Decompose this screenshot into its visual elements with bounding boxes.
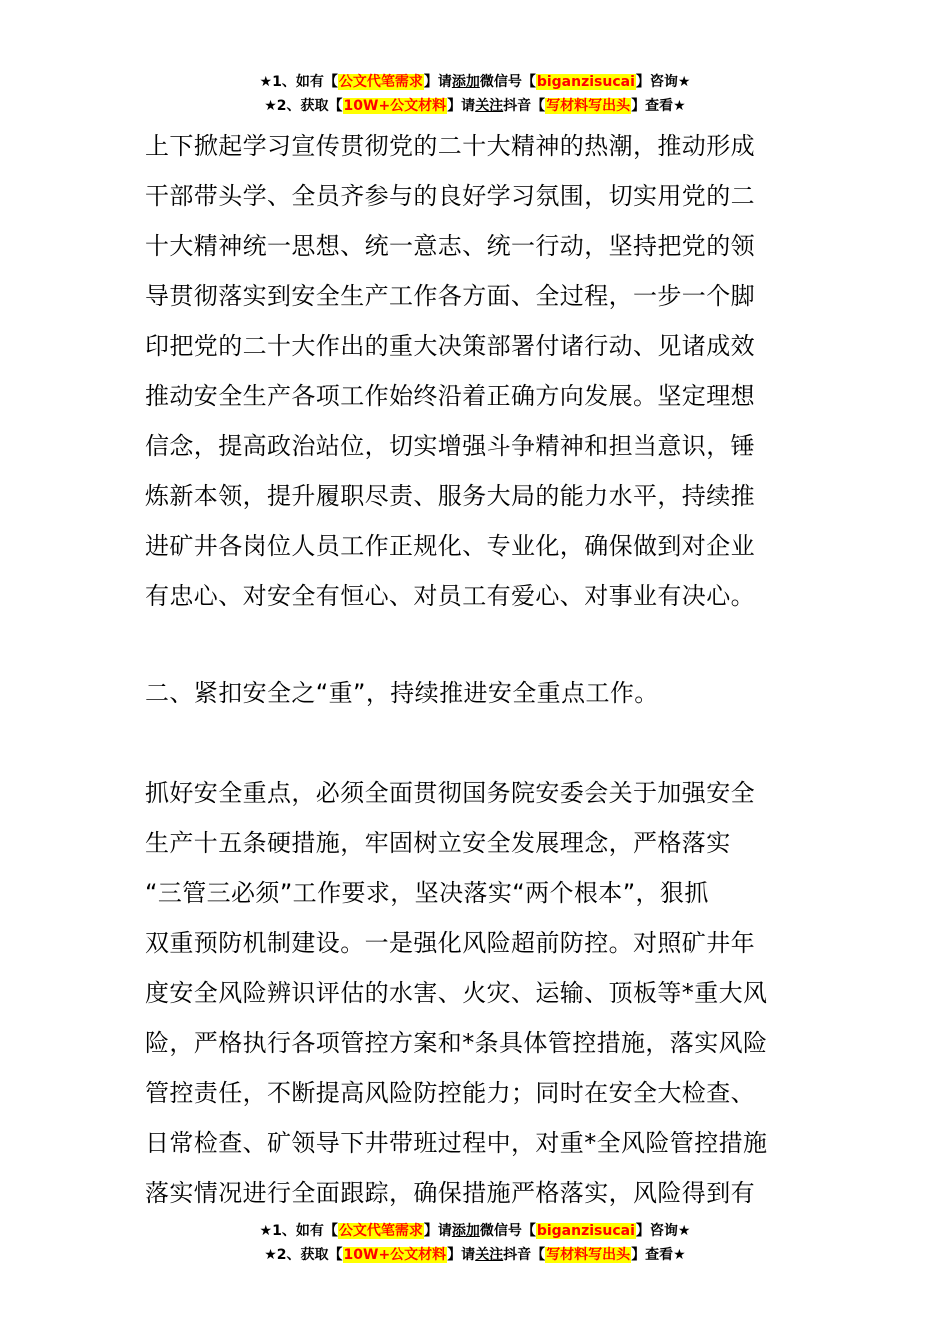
underlined-text: 关注 bbox=[475, 1247, 504, 1263]
banner-text: 】请 bbox=[447, 1247, 476, 1263]
banner-text: 】请 bbox=[447, 98, 476, 114]
text-line: 十大精神统一思想、统一意志、统一行动，坚持把党的领 bbox=[145, 232, 755, 260]
banner-text: 抖音【 bbox=[503, 1247, 546, 1263]
paragraph-1 bbox=[145, 121, 807, 621]
highlight-text: biganzisucai bbox=[536, 1223, 635, 1239]
section-heading-text: 二、紧扣安全之“重”，持续推进安全重点工作。 bbox=[145, 679, 659, 707]
text-line: 险，严格执行各项管控方案和*条具体管控措施，落实风险 bbox=[145, 1029, 768, 1057]
text-line: 进矿井各岗位人员工作正规化、专业化，确保做到对企业 bbox=[145, 532, 755, 560]
highlight-text: 写材料写出头 bbox=[546, 98, 631, 114]
paragraph-2 bbox=[145, 768, 807, 1218]
section-heading bbox=[145, 668, 807, 718]
text-line: “三管三必须”工作要求，坚决落实“两个根本”，狠抓 bbox=[145, 879, 709, 907]
text-line: 印把党的二十大作出的重大决策部署付诸行动、见诸成效 bbox=[145, 332, 755, 360]
text-line: 信念，提高政治站位，切实增强斗争精神和担当意识，锤 bbox=[145, 432, 755, 460]
banner-text: 】请 bbox=[423, 74, 452, 90]
banner-line-1 bbox=[0, 1219, 950, 1243]
banner-text: ★1、如有【 bbox=[259, 74, 338, 90]
banner-text: 】查看★ bbox=[631, 1247, 686, 1263]
underlined-text: 关注 bbox=[475, 98, 504, 114]
banner-text: 】请 bbox=[423, 1223, 452, 1239]
highlight-text: 公文代笔需求 bbox=[338, 74, 423, 90]
text-line: 度安全风险辨识评估的水害、火灾、运输、顶板等*重大风 bbox=[145, 979, 768, 1007]
text-line: 有忠心、对安全有恒心、对员工有爱心、对事业有决心。 bbox=[145, 582, 755, 610]
text-line: 干部带头学、全员齐参与的良好学习氛围，切实用党的二 bbox=[145, 182, 755, 210]
text-line: 管控责任，不断提高风险防控能力；同时在安全大检查、 bbox=[145, 1079, 755, 1107]
top-ad-banner bbox=[0, 70, 950, 118]
highlight-text: 公文代笔需求 bbox=[338, 1223, 423, 1239]
banner-line-1 bbox=[0, 70, 950, 94]
text-line: 上下掀起学习宣传贯彻党的二十大精神的热潮，推动形成 bbox=[145, 132, 755, 160]
banner-line-2 bbox=[0, 94, 950, 118]
text-line: 抓好安全重点，必须全面贯彻国务院安委会关于加强安全 bbox=[145, 779, 755, 807]
underlined-text: 添加 bbox=[451, 1223, 480, 1239]
banner-text: 】咨询★ bbox=[635, 1223, 691, 1239]
bottom-ad-banner bbox=[0, 1219, 950, 1267]
banner-text: ★2、获取【 bbox=[264, 98, 343, 114]
banner-text: ★1、如有【 bbox=[259, 1223, 338, 1239]
highlight-text: 10W+公文材料 bbox=[343, 1247, 447, 1263]
text-line: 导贯彻落实到安全生产工作各方面、全过程，一步一个脚 bbox=[145, 282, 755, 310]
banner-text: ★2、获取【 bbox=[264, 1247, 343, 1263]
banner-text: 微信号【 bbox=[479, 1223, 536, 1239]
highlight-text: 10W+公文材料 bbox=[343, 98, 447, 114]
banner-text: 】咨询★ bbox=[635, 74, 691, 90]
text-line: 落实情况进行全面跟踪，确保措施严格落实，风险得到有 bbox=[145, 1179, 755, 1207]
text-line: 炼新本领，提升履职尽责、服务大局的能力水平，持续推 bbox=[145, 482, 755, 510]
banner-text: 】查看★ bbox=[631, 98, 686, 114]
banner-line-2 bbox=[0, 1243, 950, 1267]
underlined-text: 添加 bbox=[451, 74, 480, 90]
highlight-text: biganzisucai bbox=[536, 74, 635, 90]
banner-text: 微信号【 bbox=[479, 74, 536, 90]
banner-text: 抖音【 bbox=[503, 98, 546, 114]
highlight-text: 写材料写出头 bbox=[546, 1247, 631, 1263]
text-line: 双重预防机制建设。一是强化风险超前防控。对照矿井年 bbox=[145, 929, 755, 957]
text-line: 日常检查、矿领导下井带班过程中，对重*全风险管控措施 bbox=[145, 1129, 768, 1157]
text-line: 推动安全生产各项工作始终沿着正确方向发展。坚定理想 bbox=[145, 382, 755, 410]
text-line: 生产十五条硬措施，牢固树立安全发展理念，严格落实 bbox=[145, 829, 731, 857]
